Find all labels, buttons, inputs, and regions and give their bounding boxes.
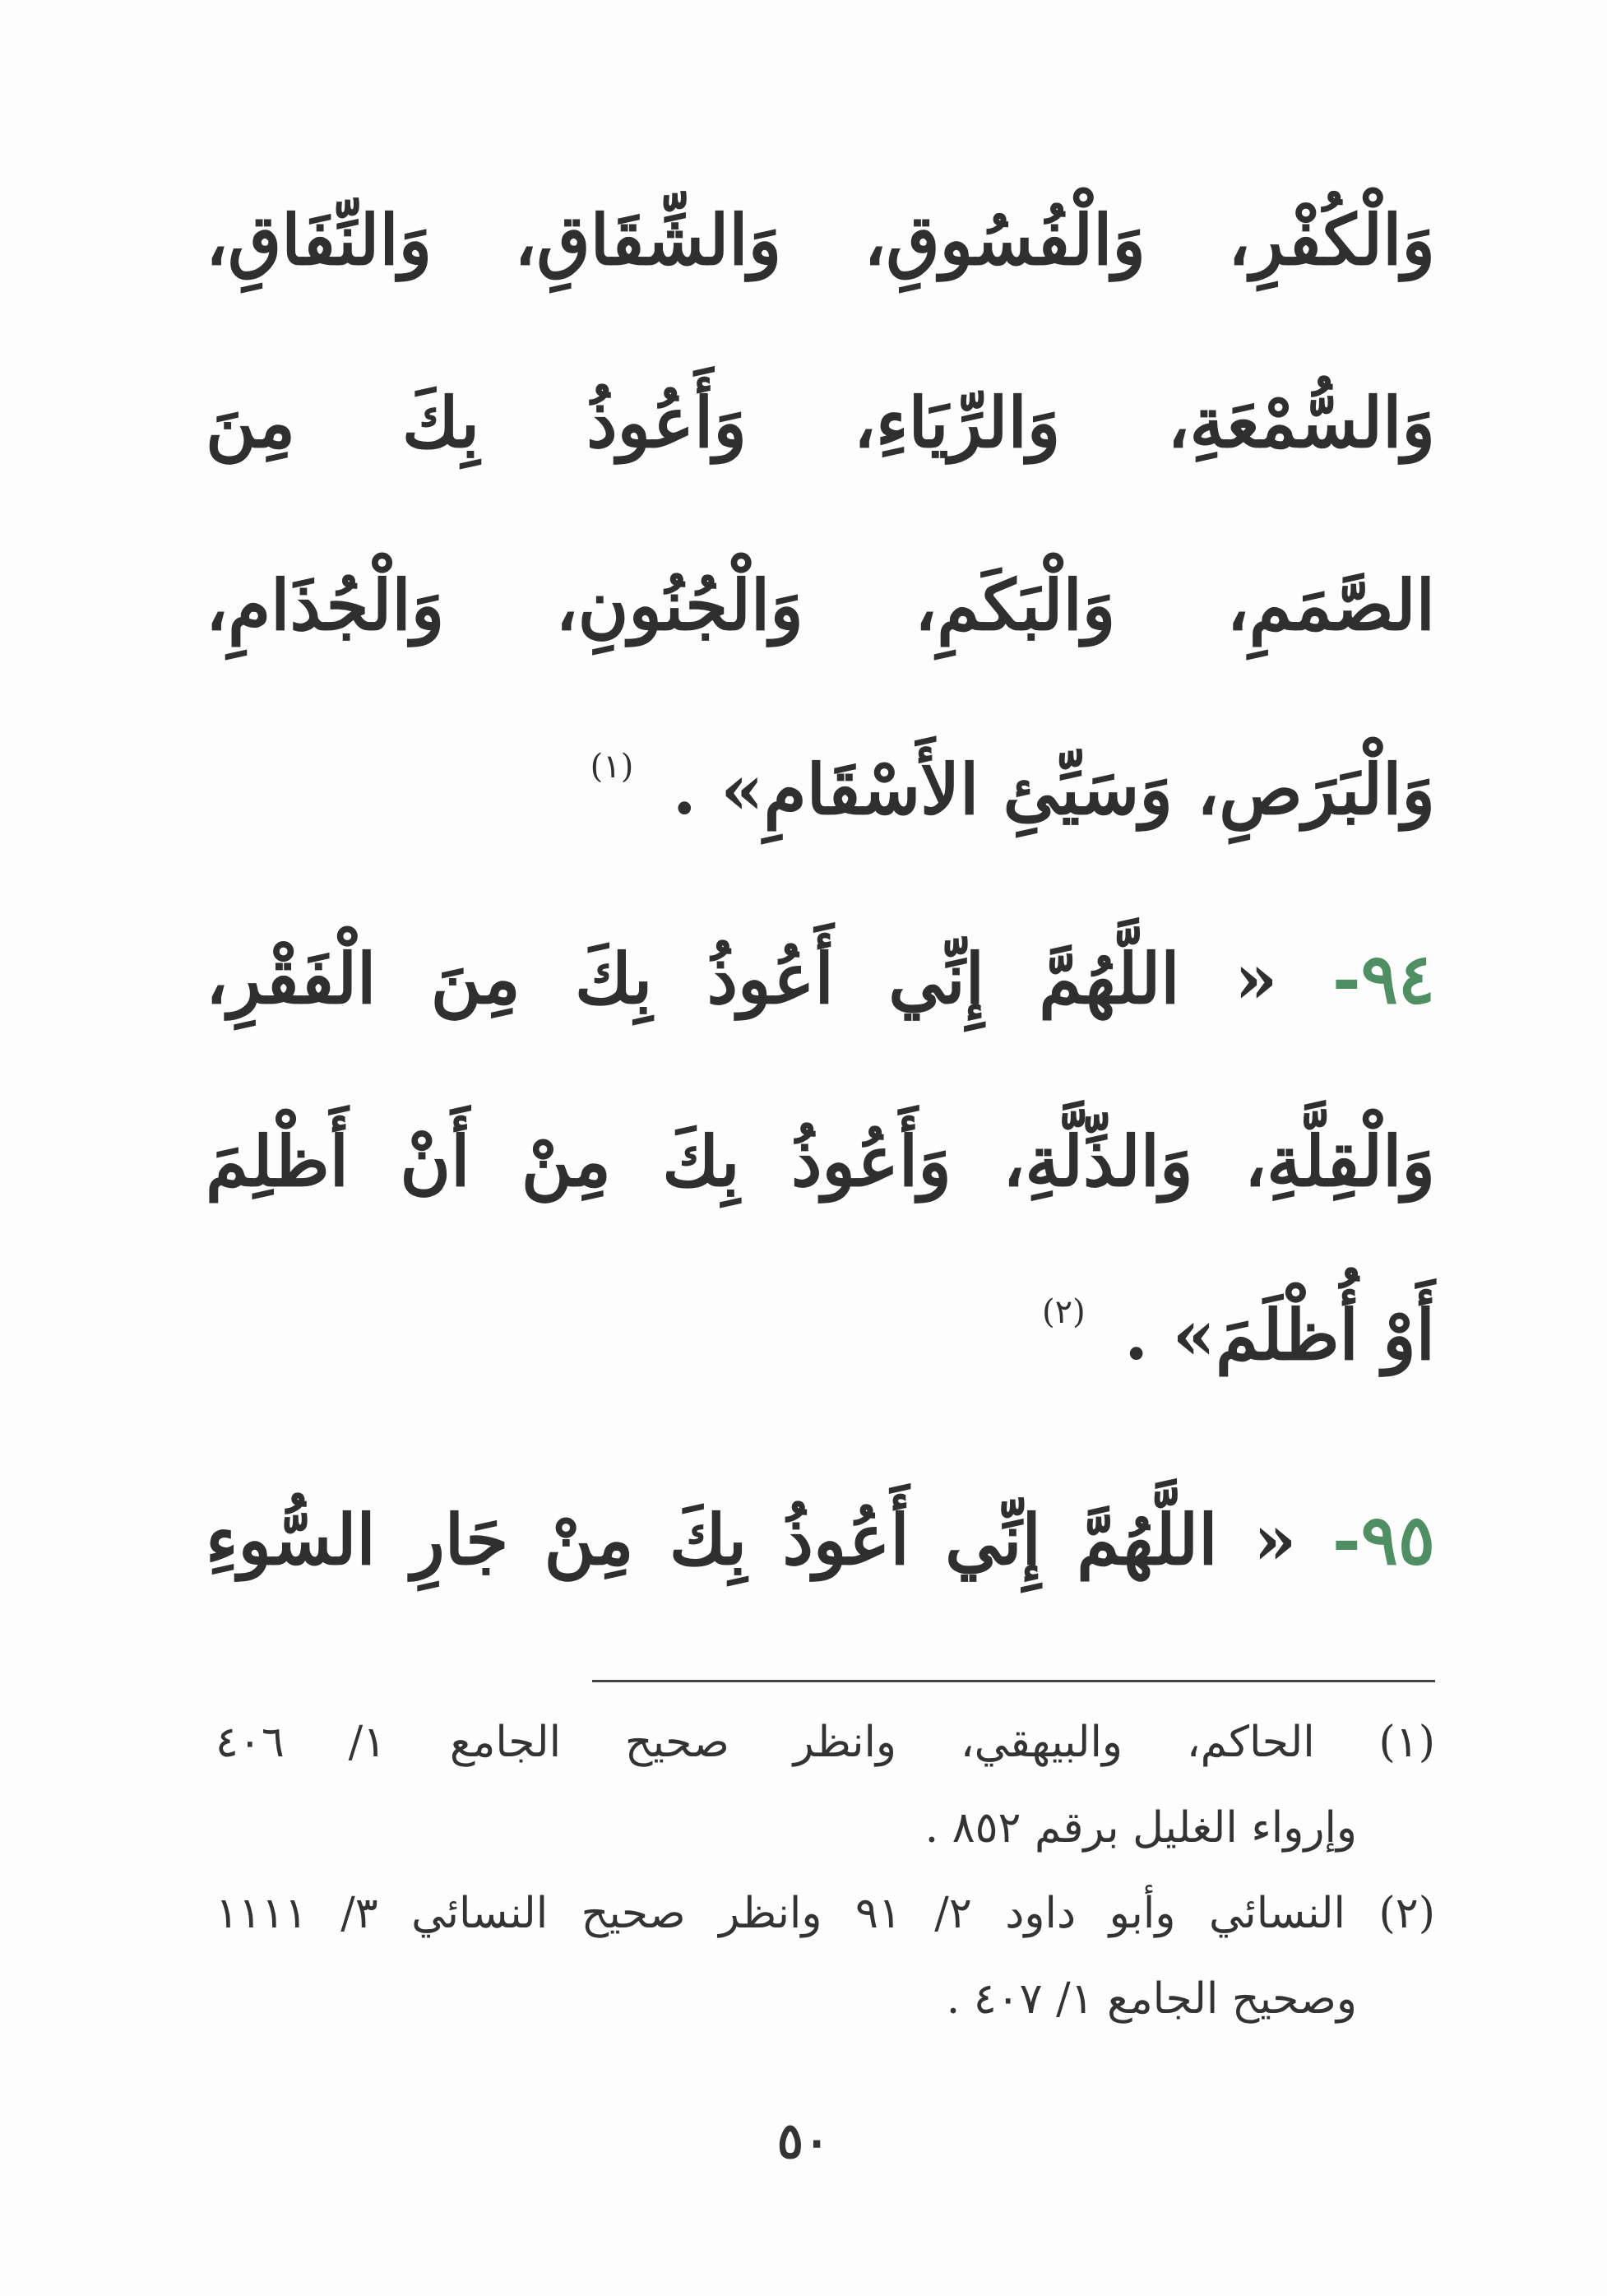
footnote-2-line-1-text: (٢) النسائي وأبو داود ٢/ ٩١ وانظر صحيح النسائي ٣/ ١١١١ <box>215 1889 1435 1938</box>
body-line-3-text: الصَّمَمِ، وَالْبَكَمِ، وَالْجُنُونِ، وَالْجُذَامِ، <box>206 564 1435 646</box>
footnote-2-line-1 <box>215 1889 1435 1938</box>
footnote-ref-1: (١) <box>590 748 634 786</box>
footnote-separator <box>592 1680 1435 1682</box>
footnote-2-line-2 <box>215 1974 1357 2024</box>
footnote-1-line-2 <box>215 1803 1357 1853</box>
body-line-4-text: وَالْبَرَصِ، وَسَيِّئِ الأَسْقَامِ» . <box>672 749 1435 830</box>
item-94-line-1 <box>206 938 1435 1019</box>
item-95-line-1-text: « اللَّهُمَّ إِنِّي أَعُوذُ بِكَ مِنْ جَارِ السُّوءِ <box>206 1499 1297 1580</box>
page-number: ٥٠ <box>776 2113 831 2170</box>
footnote-2-line-2-text: وصحيح الجامع ١/ ٤٠٧ . <box>946 1974 1357 2024</box>
item-94-line-3-text: أَوْ أُظْلَمَ» . <box>1123 1294 1435 1375</box>
body-line-1 <box>206 199 1435 281</box>
footnote-1-line-1-text: (١) الحاكم، والبيهقي، وانظر صحيح الجامع ١/ ٤٠٦ <box>215 1718 1435 1767</box>
item-94-line-2-text: وَالْقِلَّةِ، وَالذِّلَّةِ، وَأَعُوذُ بِكَ مِنْ أَنْ أَظْلِمَ <box>206 1120 1435 1202</box>
item-94-line-2 <box>206 1120 1435 1202</box>
body-line-4 <box>206 748 1435 830</box>
item-94-line-3 <box>206 1293 1435 1375</box>
body-line-2-text: وَالسُّمْعَةِ، وَالرِّيَاءِ، وَأَعُوذُ بِكَ مِنَ <box>206 382 1435 463</box>
item-95-number: ٩٥- <box>1331 1499 1435 1580</box>
footnote-1-line-1 <box>215 1718 1435 1767</box>
footnote-ref-2: (٢) <box>1042 1293 1086 1331</box>
item-95-line-1 <box>206 1499 1435 1580</box>
body-line-2 <box>206 382 1435 463</box>
body-line-3 <box>206 564 1435 646</box>
footnote-1-line-2-text: وإرواء الغليل برقم ٨٥٢ . <box>924 1803 1357 1853</box>
body-line-1-text: وَالْكُفْرِ، وَالْفُسُوقِ، وَالشِّقَاقِ، وَالنِّفَاقِ، <box>206 199 1435 281</box>
item-94-line-1-text: « اللَّهُمَّ إِنِّي أَعُوذُ بِكَ مِنَ الْفَقْرِ، <box>206 938 1278 1019</box>
item-94-number: ٩٤- <box>1331 938 1435 1019</box>
